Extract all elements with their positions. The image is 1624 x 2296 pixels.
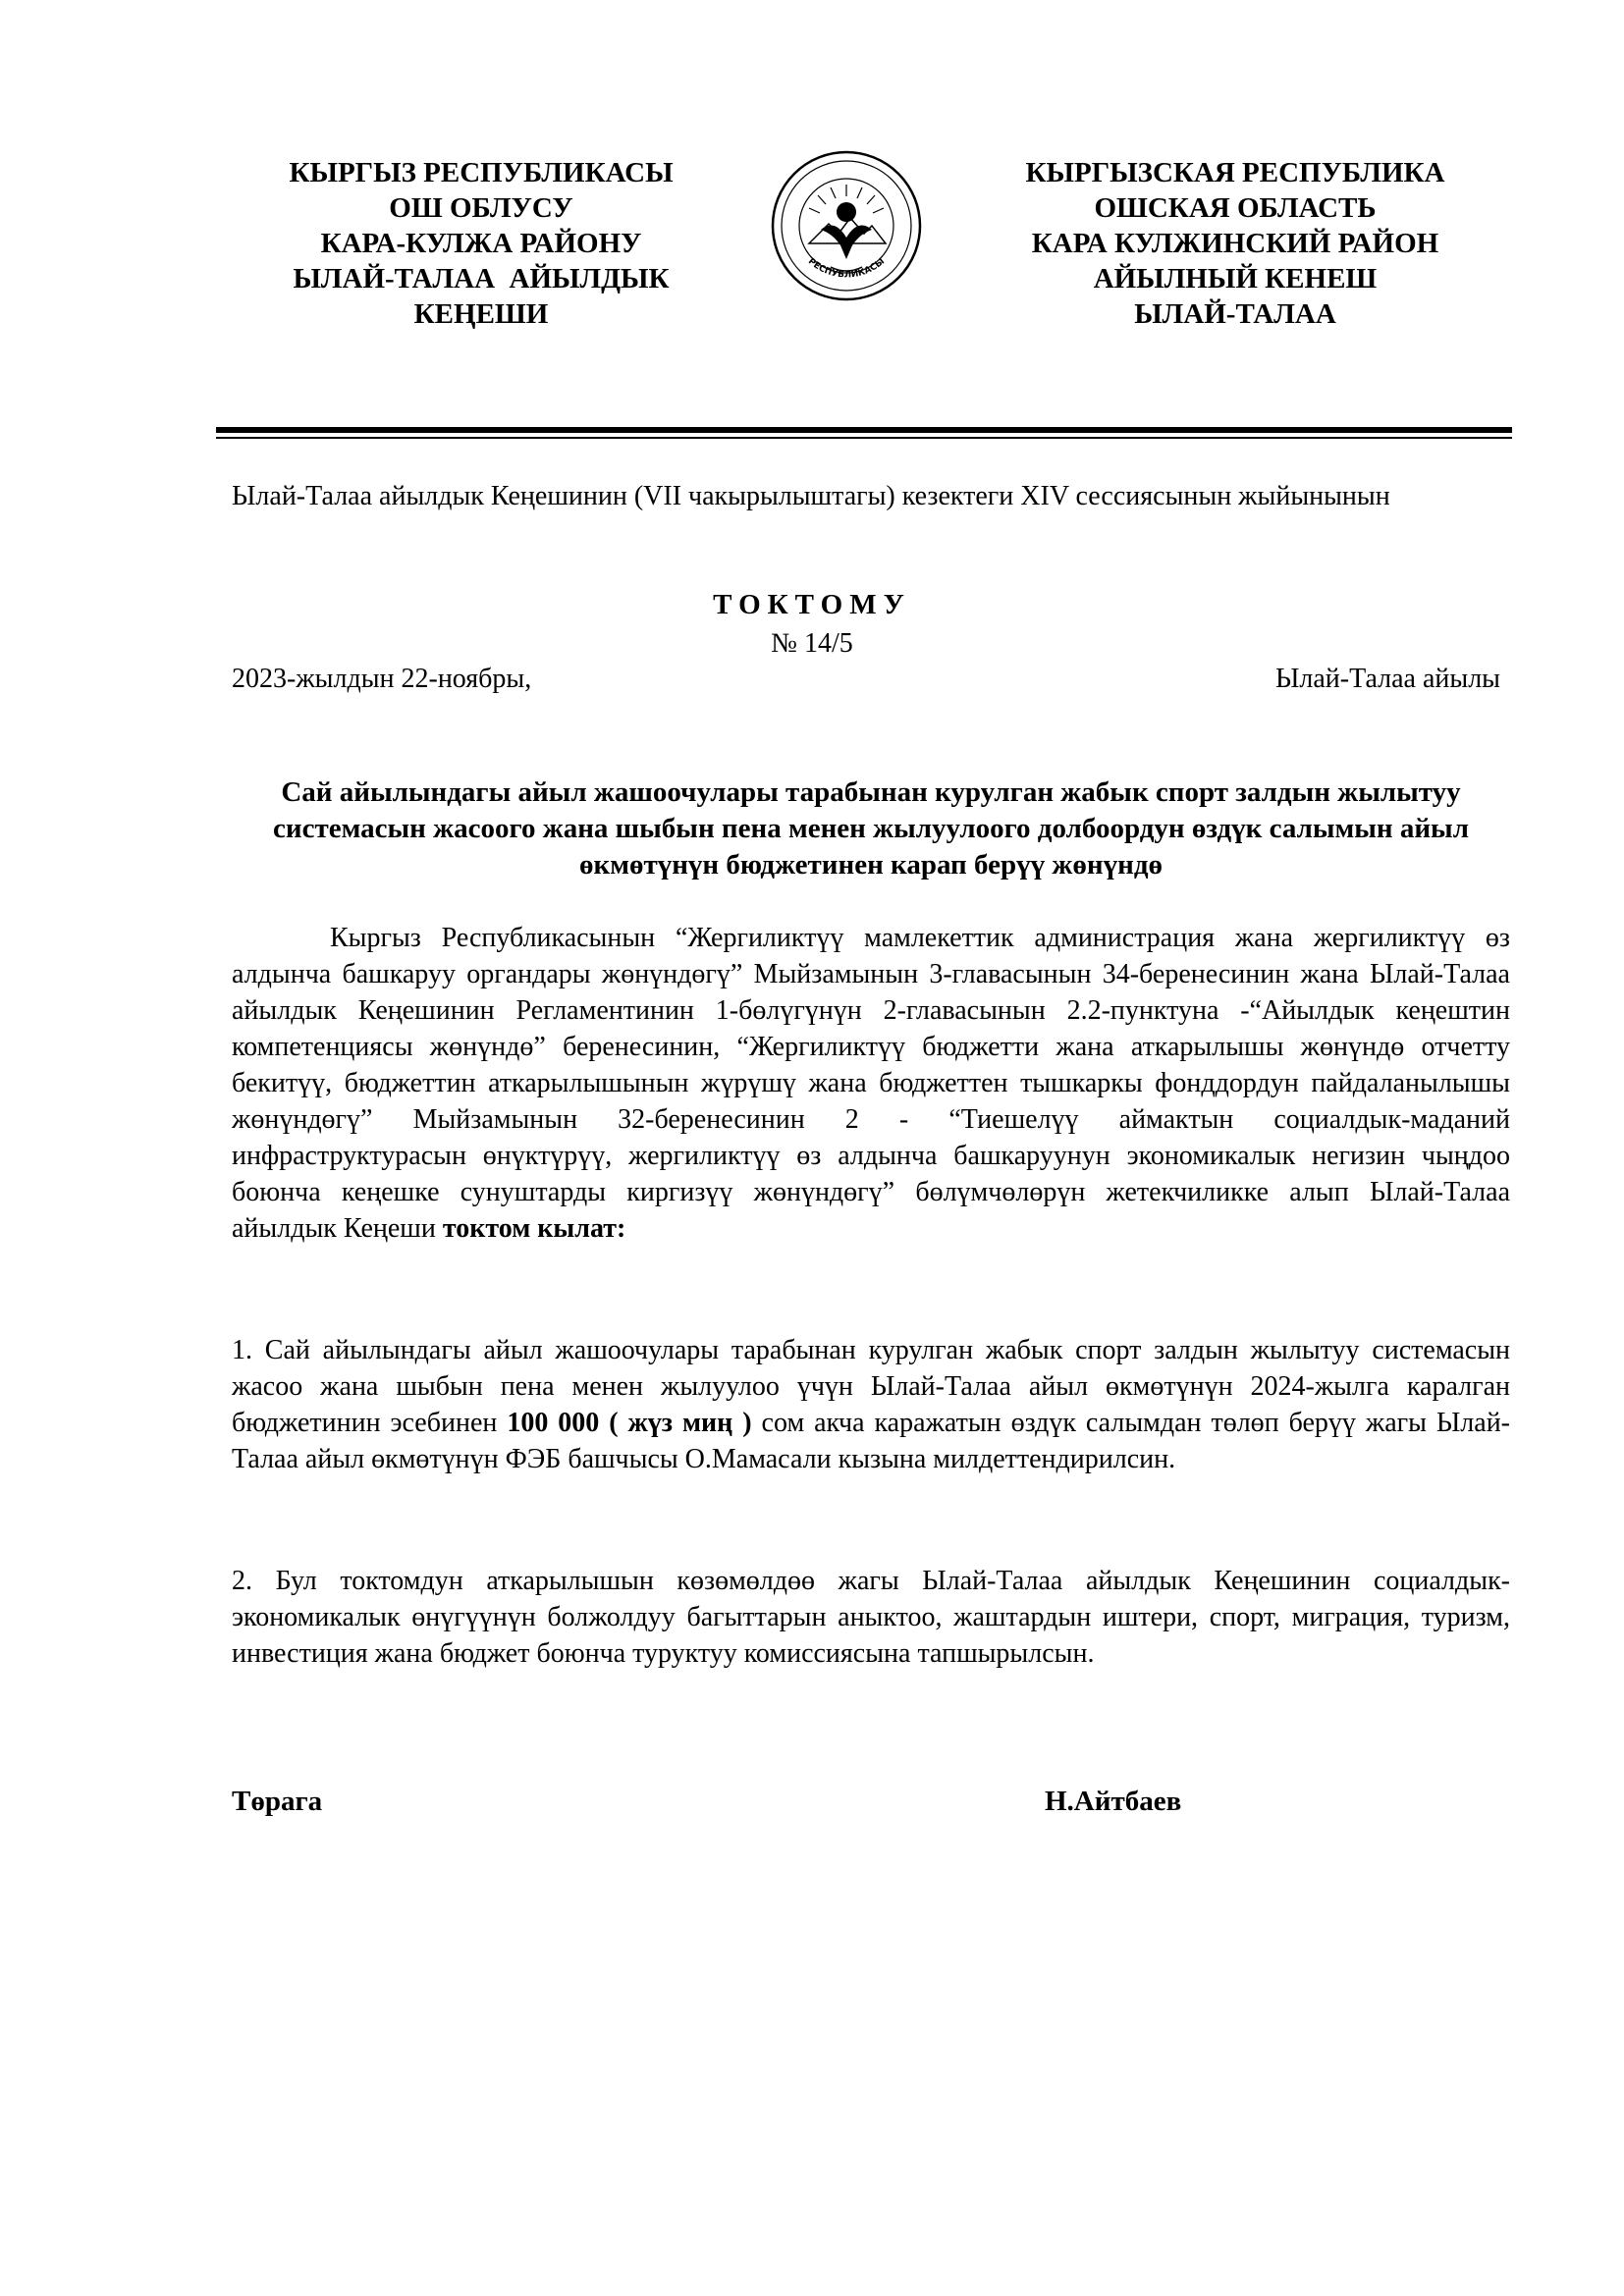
header-kyrgyz	[226, 155, 736, 332]
header-kyrgyz-line: ОШ ОБЛУСУ	[389, 192, 573, 224]
document-date: 2023-жылдын 22-ноябры,	[232, 664, 532, 694]
item-1-paragraph	[232, 1332, 1510, 1477]
header-divider-thin	[216, 437, 1512, 439]
header-kyrgyz-line: КЫРГЫЗ РЕСПУБЛИКАСЫ	[289, 157, 674, 188]
preamble-paragraph	[232, 920, 1510, 1247]
header-kyrgyz-line: КЕҢЕШИ	[413, 298, 549, 330]
document-place: Ылай-Талаа айылы	[1274, 664, 1500, 694]
header-divider-thick	[216, 427, 1512, 433]
header-russian	[980, 155, 1490, 332]
preamble-text: Кыргыз Республикасынын “Жергиликтүү мамлекеттик администрация жана жергиликтүү өз алдынча башкаруу органдары жөнүндөгү” Мыйзамынын 3-главасынын 34-беренесинин жана Ылай-Талаа айылдык Кеңешинин Регламентинин 1-бөлүгүнүн 2-главасынын 2.2-пунктуна -“Айылдык кеңештин компетенциясы жөнүндө” беренесинин, “Жергиликтүү бюджетти жана аткарылышы жөнүндө отчетту бекитүү, бюджеттин аткарылышынын жүрүшү жана бюджеттен тышкаркы фонддордун пайдаланылышы жөнүндөгү” Мыйзамынын 32-беренесинин 2 - “Тиешелүү аймактын социалдык-маданий инфраструктурасын өнүктүрүү, жергиликтүү өз алдынча башкаруунун экономикалык негизин чыңдоо боюнча кеңешке сунуштарды киргизүү жөнүндөгү” бөлүмчөлөрүн жетекчиликке алып Ылай-Талаа айылдык Кеңеши	[232, 923, 1510, 1244]
item-1-amount: 100 000 ( жүз миң )	[507, 1408, 752, 1438]
header-kyrgyz-line: КАРА-КУЛЖА РАЙОНУ	[320, 228, 642, 259]
header-russian-line: КЫРГЫЗСКАЯ РЕСПУБЛИКА	[1025, 157, 1445, 188]
signatory-title: Төрага	[232, 1786, 323, 1817]
preamble-resolution: токтом кылат:	[442, 1213, 626, 1244]
emblem-text: РЕСПУБЛИКАСЫ	[805, 256, 888, 281]
session-line: Ылай-Талаа айылдык Кеңешинин (VII чакырылыштагы) кезектеги XIV сессиясынын жыйынынын	[232, 481, 1390, 511]
item-1-text-end: сом акча каражатын өздүк салымдан төлөп берүү жагы Ылай-Талаа айыл өкмөтүнүн ФЭБ башчысы О.Мамасали кызына милдеттендирилсин.	[232, 1408, 1510, 1474]
document-subject: Сай айылындагы айыл жашоочулары тарабынан курулган жабык спорт залдын жылытуу системасын жасоого жана шыбын пена менен жылуулоого долбоордун өздүк салымын айыл өкмөтүнүн бюджетинен карап берүү жөнүндө	[273, 776, 1469, 881]
signatory-name: Н.Айтбаев	[1045, 1786, 1182, 1817]
document-number: № 14/5	[771, 628, 853, 659]
header-kyrgyz-line: ЫЛАЙ-ТАЛАА АЙЫЛДЫК	[293, 263, 670, 294]
header-russian-line: КАРА КУЛЖИНСКИЙ РАЙОН	[1031, 228, 1439, 259]
item-2-paragraph: 2. Бул токтомдун аткарылышын көзөмөлдөө жагы Ылай-Талаа айылдык Кеңешинин социалдык-экономикалык өнүгүүнүн болжолдуу багыттарын аныктоо, жаштардын иштери, спорт, миграция, туризм, инвестиция жана бюджет боюнча туруктуу комиссиясына тапшырылсын.	[232, 1566, 1510, 1669]
item-1-text: 1. Сай айылындагы айыл жашоочулары тарабынан курулган жабык спорт залдын жылытуу системасын жасоо жана шыбын пена менен жылуулоо үчүн Ылай-Талаа айыл өкмөтүнүн 2024-жылга каралган бюджетинин эсебинен	[232, 1335, 1510, 1438]
state-emblem-icon	[770, 149, 923, 302]
header-russian-line: АЙЫЛНЫЙ КЕНЕШ	[1093, 263, 1378, 294]
document-title: ТОКТОМУ	[713, 589, 911, 620]
header-russian-line: ОШСКАЯ ОБЛАСТЬ	[1094, 192, 1377, 224]
header-russian-line: ЫЛАЙ-ТАЛАА	[1134, 298, 1336, 330]
svg-text:РЕСПУБЛИКАСЫ	[806, 257, 887, 281]
